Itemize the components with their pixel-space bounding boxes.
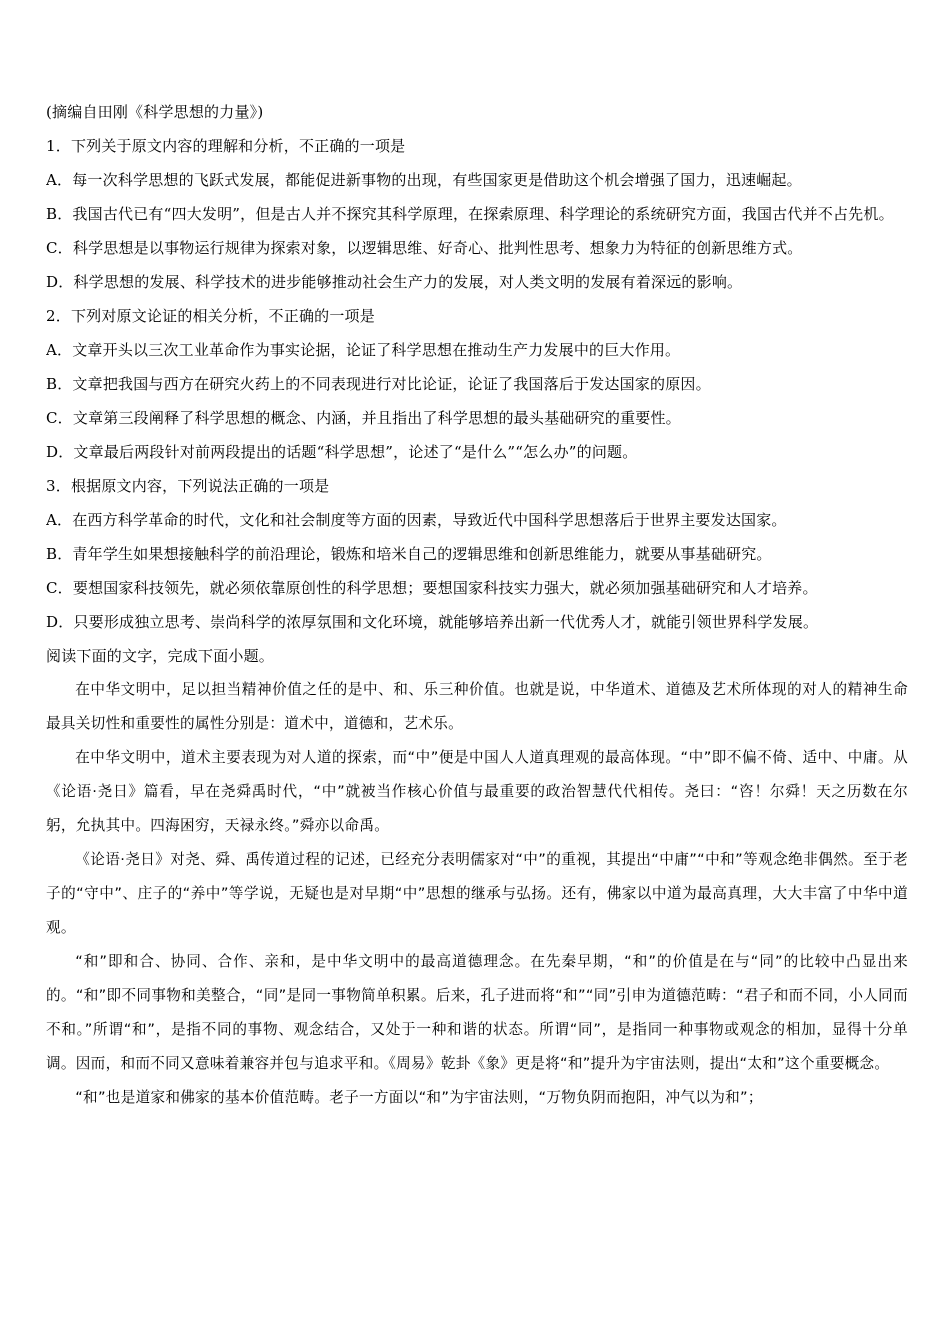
option-a: A．每一次科学思想的飞跃式发展，都能促进新事物的出现，有些国家更是借助这个机会增强了国力，迅速崛起。	[46, 171, 802, 189]
question-2	[46, 299, 908, 469]
option-d: D．文章最后两段针对前两段提出的话题“科学思想”，论述了“是什么”“怎么办”的问题。	[46, 443, 638, 461]
passage-paragraph-1: 在中华文明中，足以担当精神价值之任的是中、和、乐三种价值。也就是说，中华道术、道德及艺术所体现的对人的精神生命最具关切性和重要性的属性分别是：道术中，道德和，艺术乐。	[46, 681, 908, 732]
option-a: A．在西方科学革命的时代，文化和社会制度等方面的因素，导致近代中国科学思想落后于世界主要发达国家。	[46, 511, 787, 529]
passage-paragraph-3: 《论语·尧日》对尧、舜、禹传道过程的记述，已经充分表明儒家对“中”的重视，其提出“中庸”“中和”等观念绝非偶然。至于老子的“守中”、庄子的“养中”等学说，无疑也是对早期“中”思想的继承与弘扬。还有，佛家以中道为最高真理，大大丰富了中华中道观。	[46, 851, 908, 936]
option-c: C．要想国家科技领先，就必须依靠原创性的科学思想；要想国家科技实力强大，就必须加强基础研究和人才培养。	[46, 579, 818, 597]
source-note: (摘编自田刚《科学思想的力量》)	[46, 103, 264, 121]
passage-paragraph-2: 在中华文明中，道术主要表现为对人道的探索，而“中”便是中国人人道真理观的最高体现。“中”即不偏不倚、适中、中庸。从《论语·尧日》篇看，早在尧舜禹时代，“中”就被当作核心价值与最重要的政治智慧代代相传。尧曰：“咨！尔舜！天之历数在尔躬，允执其中。四海困穷，天禄永终。”舜亦以命禹。	[46, 749, 908, 834]
question-stem: 2．下列对原文论证的相关分析，不正确的一项是	[46, 307, 375, 325]
option-b: B．青年学生如果想接触科学的前沿理论，锻炼和培米自己的逻辑思维和创新思维能力，就要从事基础研究。	[46, 545, 772, 563]
option-c: C．科学思想是以事物运行规律为探索对象，以逻辑思维、好奇心、批判性思考、想象力为特征的创新思维方式。	[46, 239, 803, 257]
question-stem: 3．根据原文内容，下列说法正确的一项是	[46, 477, 330, 495]
reading-passage	[46, 673, 908, 1115]
passage-paragraph-4: “和”即和合、协同、合作、亲和，是中华文明中的最高道德理念。在先秦早期，“和”的价值是在与“同”的比较中凸显出来的。“和”即不同事物和美整合，“同”是同一事物简单积累。后来，孔子进而将“和”“同”引申为道德范畴：“君子和而不同，小人同而不和。”所谓“和”，是指不同的事物、观念结合，又处于一种和谐的状态。所谓“同”，是指同一种事物或观念的相加，显得十分单调。因而，和而不同又意味着兼容并包与追求平和。《周易》乾卦《象》更是将“和”提升为宇宙法则，提出“太和”这个重要概念。	[46, 953, 908, 1072]
question-1	[46, 129, 908, 299]
option-b: B．文章把我国与西方在研究火药上的不同表现进行对比论证，论证了我国落后于发达国家的原因。	[46, 375, 711, 393]
option-d: D．只要形成独立思考、崇尚科学的浓厚氛围和文化环境，就能够培养出新一代优秀人才，就能引领世界科学发展。	[46, 613, 819, 631]
reading-instruction: 阅读下面的文字，完成下面小题。	[46, 647, 275, 665]
option-b: B．我国古代已有“四大发明”，但是古人并不探究其科学原理，在探索原理、科学理论的系统研究方面，我国古代并不占先机。	[46, 205, 894, 223]
option-a: A．文章开头以三次工业革命作为事实论据，论证了科学思想在推动生产力发展中的巨大作用。	[46, 341, 681, 359]
document-page	[46, 95, 908, 1115]
question-stem: 1．下列关于原文内容的理解和分析，不正确的一项是	[46, 137, 406, 155]
question-3	[46, 469, 908, 639]
option-d: D．科学思想的发展、科学技术的进步能够推动社会生产力的发展，对人类文明的发展有着深远的影响。	[46, 273, 743, 291]
option-c: C．文章第三段阐释了科学思想的概念、内涵，并且指出了科学思想的最头基础研究的重要性。	[46, 409, 681, 427]
passage-paragraph-5: “和”也是道家和佛家的基本价值范畴。老子一方面以“和”为宇宙法则，“万物负阴而抱阳，冲气以为和”；	[75, 1089, 763, 1106]
